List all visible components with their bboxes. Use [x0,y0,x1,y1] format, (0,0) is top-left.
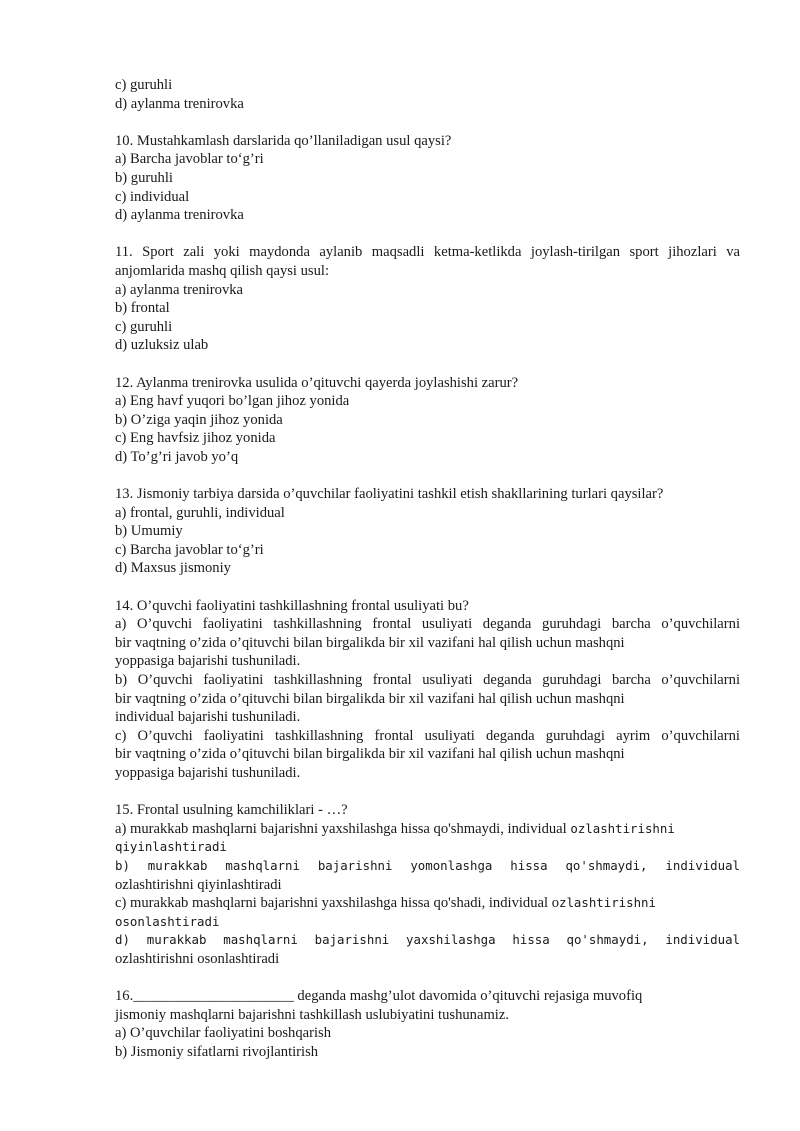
option-d: d) uzluksiz ulab [115,337,209,354]
question-text: 14. O’quvchi faoliyatini tashkillashning frontal usuliyati bu? [115,597,469,614]
option-b-line-2: ozlashtirishni qiyinlashtiradi [115,876,282,893]
option-c-line-3: yoppasiga bajarishi tushuniladi. [115,764,301,781]
option-a: a) frontal, guruhli, individual [115,504,285,521]
option-d: d) aylanma trenirovka [115,95,244,112]
option-c: c) individual [115,188,190,205]
question-text: 13. Jismoniy tarbiya darsida o’quvchilar faoliyatini tashkil etish shakllarining turlari qaysilar? [115,486,664,503]
option-d: d) Maxsus jismoniy [115,560,231,577]
document-page [115,76,740,1061]
option-b-line-1: b) murakkab mashqlarni bajarishni yomonlashga hissa qo'shmaydi, individual [115,857,740,873]
option-b-line-2: bir vaqtning o’zida o’qituvchi bilan birgalikda bir xil vazifani hal qilish uchun mashqni [115,690,625,707]
option-d-line-2: ozlashtirishni osonlashtiradi [115,950,280,967]
option-b: b) Umumiy [115,523,183,540]
option-c-line-1 [115,894,740,913]
question-text-line-2: anjomlarida mashq qilish qaysi usul: [115,262,330,279]
question-text-line-1: 16.______________________ deganda mashg’ulot davomida o’qituvchi rejasiga muvofiq [115,988,643,1005]
option-d: d) To’g’ri javob yo’q [115,448,239,465]
question-11 [115,243,740,355]
option-b-line-3: individual bajarishi tushuniladi. [115,709,301,726]
option-a: a) O’quvchilar faoliyatini boshqarish [115,1025,332,1042]
question-text: 12. Aylanma trenirovka usulida o’qituvchi qayerda joylashishi zarur? [115,374,519,391]
option-b: b) O’ziga yaqin jihoz yonida [115,411,283,428]
question-12 [115,374,740,467]
option-a-line-3: yoppasiga bajarishi tushuniladi. [115,653,301,670]
question-10 [115,132,740,225]
option-b: b) Jismoniy sifatlarni rivojlantirish [115,1043,319,1060]
option-a-serif-text: a) murakkab mashqlarni bajarishni yaxshilashga hissa qo'shmaydi, individual [115,820,571,837]
option-c-line-2: osonlashtiradi [115,913,220,929]
option-a-line-2: bir vaqtning o’zida o’qituvchi bilan birgalikda bir xil vazifani hal qilish uchun mashqni [115,634,625,651]
option-c: c) Barcha javoblar to‘g’ri [115,541,264,558]
option-c-mono-text: zlashtirishni [559,895,656,911]
option-a-line-2: qiyinlashtiradi [115,839,227,855]
option-a: a) aylanma trenirovka [115,281,244,298]
option-c-serif-text: c) murakkab mashqlarni bajarishni yaxshilashga hissa qo'shadi, individual o [115,895,559,912]
question-13 [115,485,740,578]
question-9-options [115,76,740,113]
question-16 [115,987,740,1061]
option-c-line-2: bir vaqtning o’zida o’qituvchi bilan birgalikda bir xil vazifani hal qilish uchun mashqni [115,746,625,763]
option-b: b) frontal [115,300,170,317]
question-text: 15. Frontal usulning kamchiliklari - …? [115,802,348,819]
option-d-line-1: d) murakkab mashqlarni bajarishni yaxshilashga hissa qo'shmaydi, individual [115,932,740,948]
question-text-line-1: 11. Sport zali yoki maydonda aylanib maqsadli ketma-ketlikda joylash-tirilgan sport jihozlari va [115,244,740,261]
option-c: c) Eng havfsiz jihoz yonida [115,430,276,447]
question-14 [115,597,740,783]
option-a: a) Eng havf yuqori bo’lgan jihoz yonida [115,393,350,410]
option-a: a) Barcha javoblar to‘g’ri [115,151,264,168]
question-text: 10. Mustahkamlash darslarida qo’llaniladigan usul qaysi? [115,132,452,149]
question-15 [115,801,740,968]
option-c-line-1: c) O’quvchi faoliyatini tashkillashning frontal usuliyati deganda guruhdagi ayrim o’quvchilarni [115,727,740,744]
option-b: b) guruhli [115,169,173,186]
option-a-line-1 [115,820,740,839]
option-d: d) aylanma trenirovka [115,207,244,224]
option-b-line-1: b) O’quvchi faoliyatini tashkillashning frontal usuliyati deganda guruhdagi barcha o’quvchilarni [115,672,740,688]
option-a-mono-text: ozlashtirishni [570,820,675,836]
option-c: c) guruhli [115,77,173,93]
option-c: c) guruhli [115,318,173,335]
question-text-line-2: jismoniy mashqlarni bajarishni tashkillash uslubiyatini tushunamiz. [115,1006,509,1023]
option-a-line-1: a) O’quvchi faoliyatini tashkillashning frontal usuliyati deganda guruhdagi barcha o’quvchilarni [115,616,740,633]
